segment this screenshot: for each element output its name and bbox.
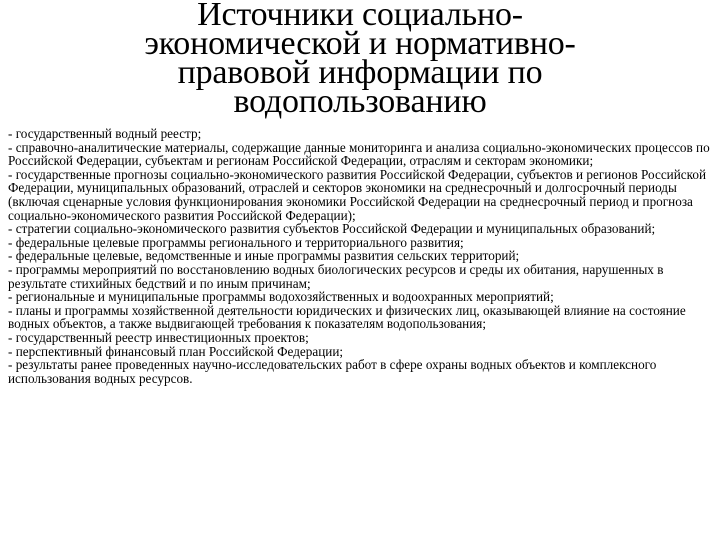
list-item: - справочно-аналитические материалы, содержащие данные мониторинга и анализа социально-экономических процессов по Российской Федерации, субъектам и регионам Российской Федерации, отраслям и секторам экономики;: [8, 139, 710, 169]
slide-title-line: водопользованию: [233, 83, 487, 120]
list-item: - федеральные целевые, ведомственные и иные программы развития сельских территорий;: [8, 248, 520, 264]
list-item: - региональные и муниципальные программы водохозяйственных и водоохранных мероприятий;: [8, 289, 554, 305]
list-item: - планы и программы хозяйственной деятельности юридических и физических лиц, оказывающей влияние на состояние водных объектов, а также выдвигающей требования к показателям водопользования;: [8, 302, 686, 332]
list-item: - государственные прогнозы социально-экономического развития Российской Федерации, субъектов и регионов Российской Федерации, муниципальных образований, отраслей и секторов экономики на среднесрочный и долгосрочный периоды (включая сценарные условия функционирования экономики Российской Федерации на среднесрочный период и прогноза социально-экономического развития Российской Федерации);: [8, 166, 707, 223]
slide-title-line: экономической и нормативно-: [144, 25, 576, 62]
list-item: - перспективный финансовый план Российской Федерации;: [8, 343, 344, 359]
slide-title-line: Источники социально-: [197, 0, 523, 33]
list-item: - государственный водный реестр;: [8, 126, 202, 141]
list-item: - программы мероприятий по восстановлению водных биологических ресурсов и среды их обитания, нарушенных в результате стихийных бедствий и по иным причинам;: [8, 261, 664, 291]
list-item: - государственный реестр инвестиционных проектов;: [8, 329, 309, 345]
list-item: - федеральные целевые программы регионального и территориального развития;: [8, 234, 464, 250]
list-item: - стратегии социально-экономического развития субъектов Российской Федерации и муниципальных образований;: [8, 221, 656, 237]
list-item: - результаты ранее проведенных научно-исследовательских работ в сфере охраны водных объектов и комплексного использования водных ресурсов.: [8, 357, 657, 386]
slide-title: [20, 0, 700, 120]
source-list: [8, 127, 714, 385]
slide-title-line: правовой информации по: [177, 54, 543, 91]
